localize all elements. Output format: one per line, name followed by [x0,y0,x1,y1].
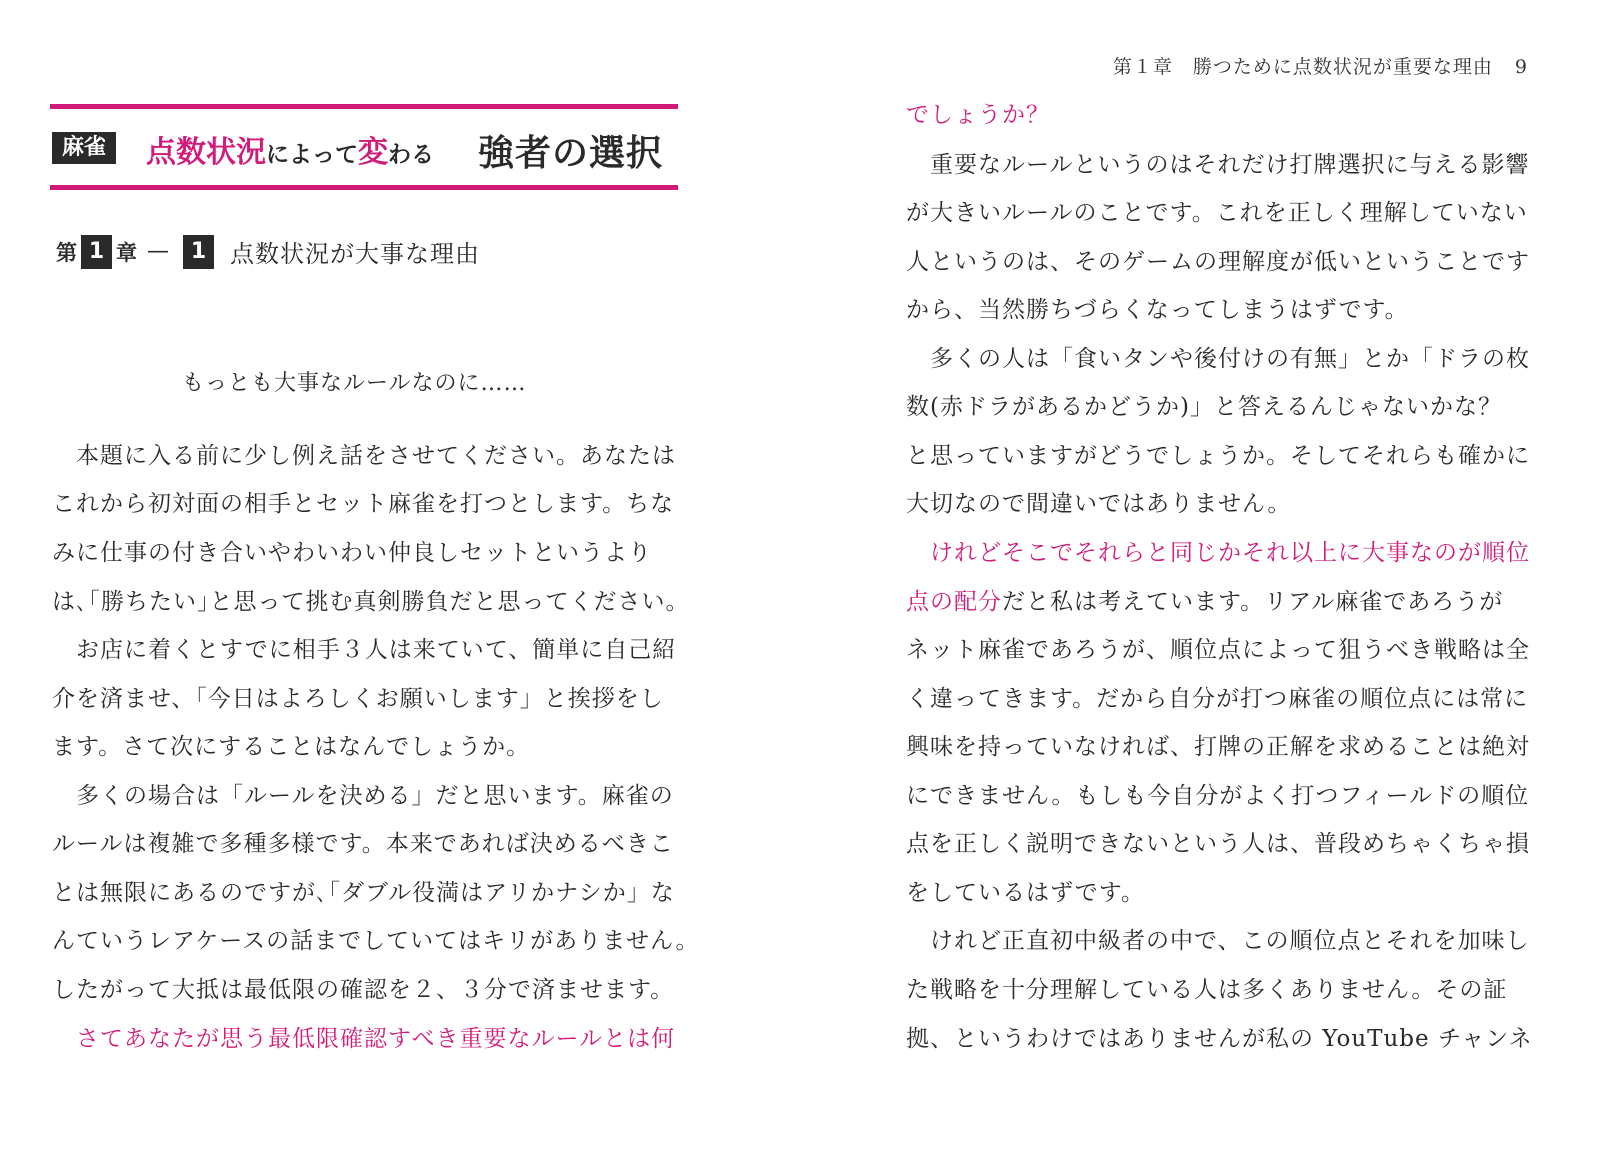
body-line: これから初対面の相手とセット麻雀を打つとします。ちな [52,491,675,517]
body-line: 数(赤ドラがあるかどうか)」と答えるんじゃないかな？ [906,394,1502,420]
body-line: ルールは複雑で多種多様です。本来であれば決めるべきこ [52,831,674,857]
body-line: 点を正しく説明できないという人は、普段めちゃくちゃ損 [906,831,1530,857]
subtitle-part-1: 点数状況 [146,135,266,170]
highlighted-line: でしょうか？ [906,102,1050,128]
chapter-prefix: 第 [56,240,77,265]
chapter-dash: — [147,239,169,264]
body-line: た戦略を十分理解している人は多くありません。その証 [906,977,1508,1003]
body-line: 重要なルールというのはそれだけ打牌選択に与える影響 [930,152,1530,178]
body-line: お店に着くとすでに相手３人は来ていて、簡単に自己紹 [76,637,677,663]
chapter-number: 1 [81,235,112,269]
running-header [1113,52,1528,79]
body-line: けれど正直初中級者の中で、この順位点とそれを加味し [930,928,1530,954]
body-line: んていうレアケースの話までしていてはキリがありません。 [52,928,700,954]
body-line: が大きいルールのことです。これを正しく理解していない [906,200,1528,226]
series-banner [50,104,678,190]
chapter-title: 点数状況が大事な理由 [230,240,480,268]
subtitle-part-4: わる [388,142,434,168]
body-line: にできません。もしも今自分がよく打つフィールドの順位 [906,783,1530,809]
section-title: もっとも大事なルールなのに…… [182,371,527,396]
body-line: 多くの人は「食いタンや後付けの有無」とか「ドラの枚 [930,346,1530,372]
chapter-heading [56,234,480,269]
body-line: 人というのは、そのゲームの理解度が低いということです [906,249,1530,275]
body-line: と思っていますがどうでしょうか。そしてそれらも確かに [906,443,1530,469]
body-line: 介を済ませ、｢今日はよろしくお願いします」と挨拶をし [52,686,664,712]
body-line: ネット麻雀であろうが、順位点によって狙うべき戦略は全 [906,637,1530,663]
body-line: 拠、というわけではありませんが私の YouTube チャンネ [906,1026,1533,1052]
section-number: 1 [183,235,214,269]
body-line: したがって大抵は最低限の確認を２、３分で済ませます。 [52,977,675,1003]
body-line: は､｢勝ちたい｣と思って挑む真剣勝負だと思ってください。 [52,589,690,615]
highlighted-line: けれどそこでそれらと同じかそれ以上に大事なのが順位 [930,540,1530,566]
right-page [800,0,1600,1164]
page-number: 9 [1514,56,1528,78]
body-line: 大切なので間違いではありません。 [906,491,1292,517]
body-line: 興味を持っていなければ、打牌の正解を求めることは絶対 [906,734,1530,760]
body-line: とは無限にあるのですが､｢ダブル役満はアリかナシか」な [52,880,675,906]
chapter-middle: 章 [116,240,137,265]
body-line: みに仕事の付き合いやわいわい仲良しセットというより [52,540,652,566]
series-badge: 麻雀 [52,132,116,164]
body-line: 本題に入る前に少し例え話をさせてください。あなたは [76,443,676,469]
body-line: から、当然勝ちづらくなってしまうはずです。 [906,297,1409,323]
body-line: 多くの場合は「ルールを決める」だと思います。麻雀の [76,783,674,809]
highlighted-line: さてあなたが思う最低限確認すべき重要なルールとは何 [76,1026,676,1052]
body-line: ます。さて次にすることはなんでしょうか。 [52,734,531,760]
subtitle-part-2: によって [266,142,358,168]
subtitle-part-3: 変 [358,135,388,170]
running-header-chapter: 第１章 勝つために点数状況が重要な理由 [1112,56,1493,78]
series-subtitle [146,127,434,171]
body-line: く違ってきます。だから自分が打つ麻雀の順位点には常に [906,686,1529,712]
body-line: をしているはずです。 [906,880,1145,906]
body-line-mixed: 点の配分だと私は考えています。リアル麻雀であろうが [906,589,1504,615]
series-main-title: 強者の選択 [478,133,664,174]
